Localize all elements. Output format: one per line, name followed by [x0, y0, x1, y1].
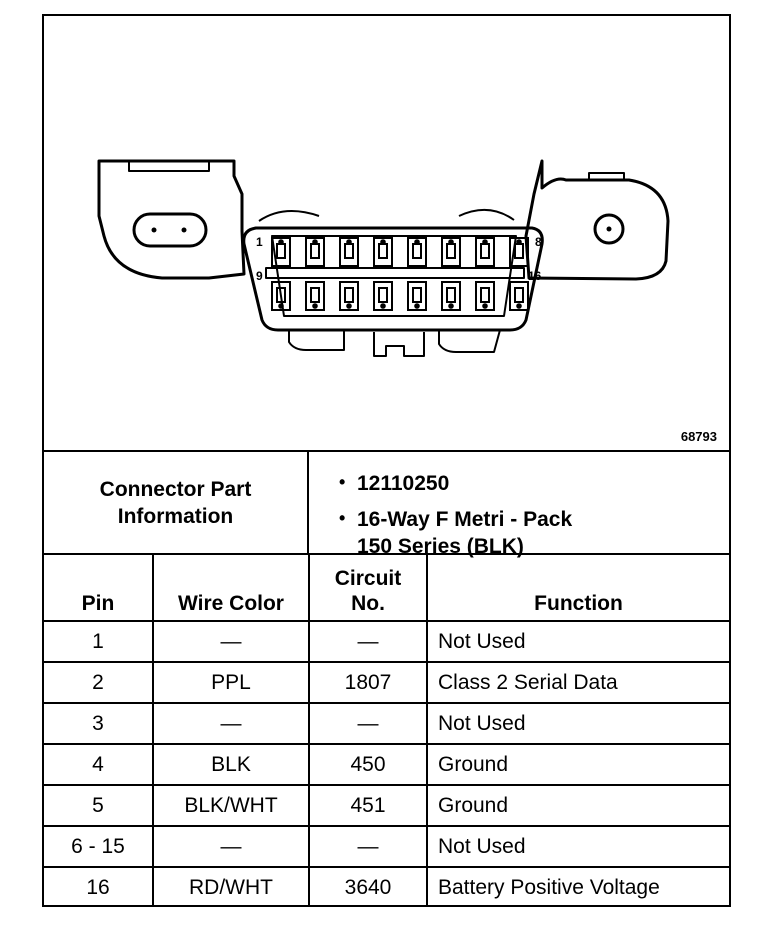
table-row — [44, 703, 729, 744]
function-cell: Battery Positive Voltage — [427, 867, 729, 907]
left-mount-slot — [134, 214, 206, 246]
pin-cavity — [306, 238, 324, 266]
pin-cavity — [374, 282, 392, 310]
bullet-icon: • — [339, 472, 346, 492]
connector-figure — [44, 16, 729, 452]
table-row — [44, 621, 729, 662]
wire-color-cell: PPL — [153, 662, 309, 703]
pin-cell: 4 — [44, 744, 153, 785]
circuit-cell: — — [309, 703, 427, 744]
pin-cavity — [442, 282, 460, 310]
header-pin: Pin — [44, 555, 153, 621]
function-cell: Ground — [427, 744, 729, 785]
circuit-cell: — — [309, 621, 427, 662]
wire-color-cell: — — [153, 621, 309, 662]
header-function: Function — [427, 555, 729, 621]
left-mounting-ear — [99, 161, 244, 278]
wire-color-cell: RD/WHT — [153, 867, 309, 907]
header-circuit-no: Circuit No. — [309, 555, 427, 621]
pin-cavity — [306, 282, 324, 310]
table-row — [44, 826, 729, 867]
pin-cell: 6 - 15 — [44, 826, 153, 867]
connector-part-list — [309, 452, 729, 558]
table-row — [44, 744, 729, 785]
connector-sheet — [42, 14, 731, 907]
function-cell: Not Used — [427, 703, 729, 744]
pin-label-8: 8 — [535, 235, 542, 249]
header-wire-color: Wire Color — [153, 555, 309, 621]
pin-cavity — [408, 238, 426, 266]
circuit-cell: 3640 — [309, 867, 427, 907]
pin-label-1: 1 — [256, 235, 263, 249]
pin-cavity — [476, 282, 494, 310]
pin-label-16: 16 — [528, 269, 542, 283]
pin-cell: 5 — [44, 785, 153, 826]
center-divider — [266, 268, 524, 278]
pin-cavity — [408, 282, 426, 310]
pin-table — [44, 555, 729, 907]
pin-table-header — [44, 555, 729, 621]
circuit-cell: 451 — [309, 785, 427, 826]
pin-cell: 1 — [44, 621, 153, 662]
part-description-item: • 16-Way F Metri - Pack — [339, 508, 573, 531]
pin-cavity — [442, 238, 460, 266]
connector-part-label: Connector Part Information — [44, 452, 309, 553]
table-row — [44, 662, 729, 703]
pin-cavity — [510, 282, 528, 310]
connector-part-info — [44, 452, 729, 558]
wire-color-cell: — — [153, 826, 309, 867]
pin-cavity — [374, 238, 392, 266]
function-cell: Not Used — [427, 826, 729, 867]
function-cell: Not Used — [427, 621, 729, 662]
pin-cell: 3 — [44, 703, 153, 744]
function-cell: Ground — [427, 785, 729, 826]
function-cell: Class 2 Serial Data — [427, 662, 729, 703]
circuit-cell: 1807 — [309, 662, 427, 703]
obd-connector-drawing — [44, 16, 729, 450]
pin-cell: 16 — [44, 867, 153, 907]
table-row — [44, 867, 729, 907]
figure-id: 68793 — [680, 429, 717, 444]
circuit-cell: — — [309, 826, 427, 867]
wire-color-cell: — — [153, 703, 309, 744]
pin-cavity — [476, 238, 494, 266]
wire-color-cell: BLK — [153, 744, 309, 785]
part-number-item: • 12110250 — [339, 472, 450, 495]
bullet-icon: • — [339, 508, 346, 528]
pin-cavity — [340, 282, 358, 310]
pin-cavity — [340, 238, 358, 266]
pin-label-9: 9 — [256, 269, 263, 283]
part-series-item: 150 Series (BLK) — [357, 535, 524, 558]
table-row — [44, 785, 729, 826]
wire-color-cell: BLK/WHT — [153, 785, 309, 826]
circuit-cell: 450 — [309, 744, 427, 785]
pin-cell: 2 — [44, 662, 153, 703]
